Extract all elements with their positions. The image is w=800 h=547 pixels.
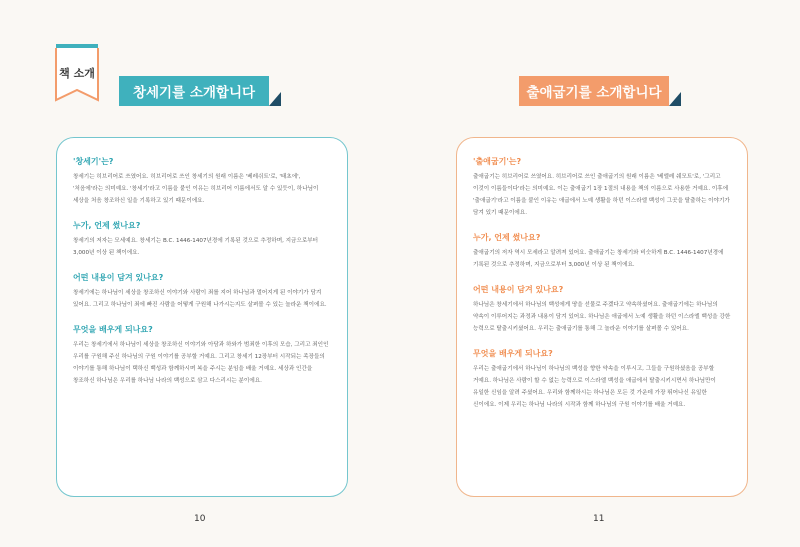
right-page-title: 출애굽기를 소개합니다 [519, 76, 669, 106]
book-intro-bookmark [54, 44, 100, 102]
section-body: 창세기에는 하나님이 세상을 창조하신 이야기와 사람이 죄를 지어 하나님과 멀어지게 된 이야기가 담겨 있어요. 그리고 하나님이 죄에 빠진 사람을 어떻게 구원해 나가시는지도 살펴볼 수 있는 놀라운 책이에요. [73, 290, 327, 308]
left-page-number: 10 [194, 514, 206, 524]
left-section [73, 272, 331, 311]
left-section [73, 220, 331, 259]
right-section [473, 156, 731, 219]
section-body: 창세기의 저자는 모세예요. 창세기는 B.C. 1446-1407년경에 기록된 것으로 추정하며, 지금으로부터 3,000년 이상 된 책이에요. [73, 238, 319, 256]
left-section [73, 324, 331, 387]
right-section [473, 232, 731, 271]
section-heading: 어떤 내용이 담겨 있나요? [73, 273, 164, 282]
left-section [73, 156, 331, 207]
right-content-box [456, 137, 748, 497]
section-heading: 무엇을 배우게 되나요? [473, 349, 553, 358]
right-section [473, 284, 731, 335]
right-banner-fold [669, 92, 681, 106]
section-heading: '출애굽기'는? [473, 157, 522, 166]
section-body: 우리는 창세기에서 하나님이 세상을 창조하신 이야기와 아담과 하와가 범죄한 이후의 모습, 그리고 죄인인 우리를 구원해 주신 하나님의 구원 이야기를 공부할 거예요. 그리고 창세기 12장부터 시작되는 족장들의 이야기를 통해 하나님이 택하신 백성과 함께하시며 복을 주시는 분임을 배울 거예요. 세상과 인간을 창조하신 하나님은 우리를 하나님 나라의 백성으로 삼고 다스리시는 분이에요. [73, 342, 329, 384]
section-heading: 누가, 언제 썼나요? [73, 221, 141, 230]
left-content-box [56, 137, 348, 497]
right-section [473, 348, 731, 411]
section-heading: 무엇을 배우게 되나요? [73, 325, 153, 334]
section-body: 출애굽기의 저자 역시 모세라고 알려져 있어요. 출애굽기는 창세기와 비슷하게 B.C. 1446-1407년경에 기록된 것으로 추정하며, 지금으로부터 3,000년 이상 된 책이에요. [473, 250, 724, 268]
section-body: 출애굽기는 히브리어로 쓰였어요. 히브리어로 쓰인 출애굽기의 원래 이름은 '베엘레 쉐모트'로, '그리고 이것이 이름들이다'라는 의미예요. 이는 출애굽기 1장 1절의 내용을 책의 이름으로 사용한 거예요. 이후에 '출애굽기'라고 이름을 붙인 이유는 애굽에서 노예 생활을 하던 이스라엘 백성이 그곳을 탈출하는 이야기가 담겨 있기 때문이에요. [473, 174, 730, 216]
left-banner-fold [269, 92, 281, 106]
section-heading: '창세기'는? [73, 157, 114, 166]
section-body: 창세기는 히브리어로 쓰였어요. 히브리어로 쓰인 창세기의 원래 이름은 '베레쉬트'로, '태초에', '처음에'라는 의미예요. '창세기'라고 이름을 붙인 이유는 히브리어 이름에서도 알 수 있듯이, 하나님이 세상을 처음 창조하신 일을 기록하고 있기 때문이에요. [73, 174, 319, 204]
right-page-number: 11 [593, 514, 605, 524]
bookmark-label: 책 소개 [59, 67, 95, 80]
section-heading: 어떤 내용이 담겨 있나요? [473, 285, 564, 294]
section-body: 우리는 출애굽기에서 하나님이 하나님의 백성을 향한 약속을 이루시고, 그들을 구원하셨음을 공부할 거예요. 하나님은 사람이 할 수 없는 능력으로 이스라엘 백성을 애굽에서 탈출시키시면서 하나님만이 유일한 신임을 알려 주셨어요. 우리와 함께하시는 하나님은 모든 것 가운데 가장 뛰어나신 유일한 신이에요. 이제 우리는 하나님 나라의 시작과 함께 하나님의 구원 이야기를 배울 거예요. [473, 366, 716, 408]
section-body: 하나님은 창세기에서 하나님의 백성에게 땅을 선물로 주겠다고 약속하셨어요. 출애굽기에는 하나님의 약속이 이루어지는 과정과 내용이 담겨 있어요. 하나님은 애굽에서 노예 생활을 하던 이스라엘 백성을 강한 능력으로 탈출시키셨어요. 우리는 출애굽기를 통해 그 놀라운 이야기를 살펴볼 수 있어요. [473, 302, 731, 332]
left-page-title: 창세기를 소개합니다 [119, 76, 269, 106]
section-heading: 누가, 언제 썼나요? [473, 233, 541, 242]
